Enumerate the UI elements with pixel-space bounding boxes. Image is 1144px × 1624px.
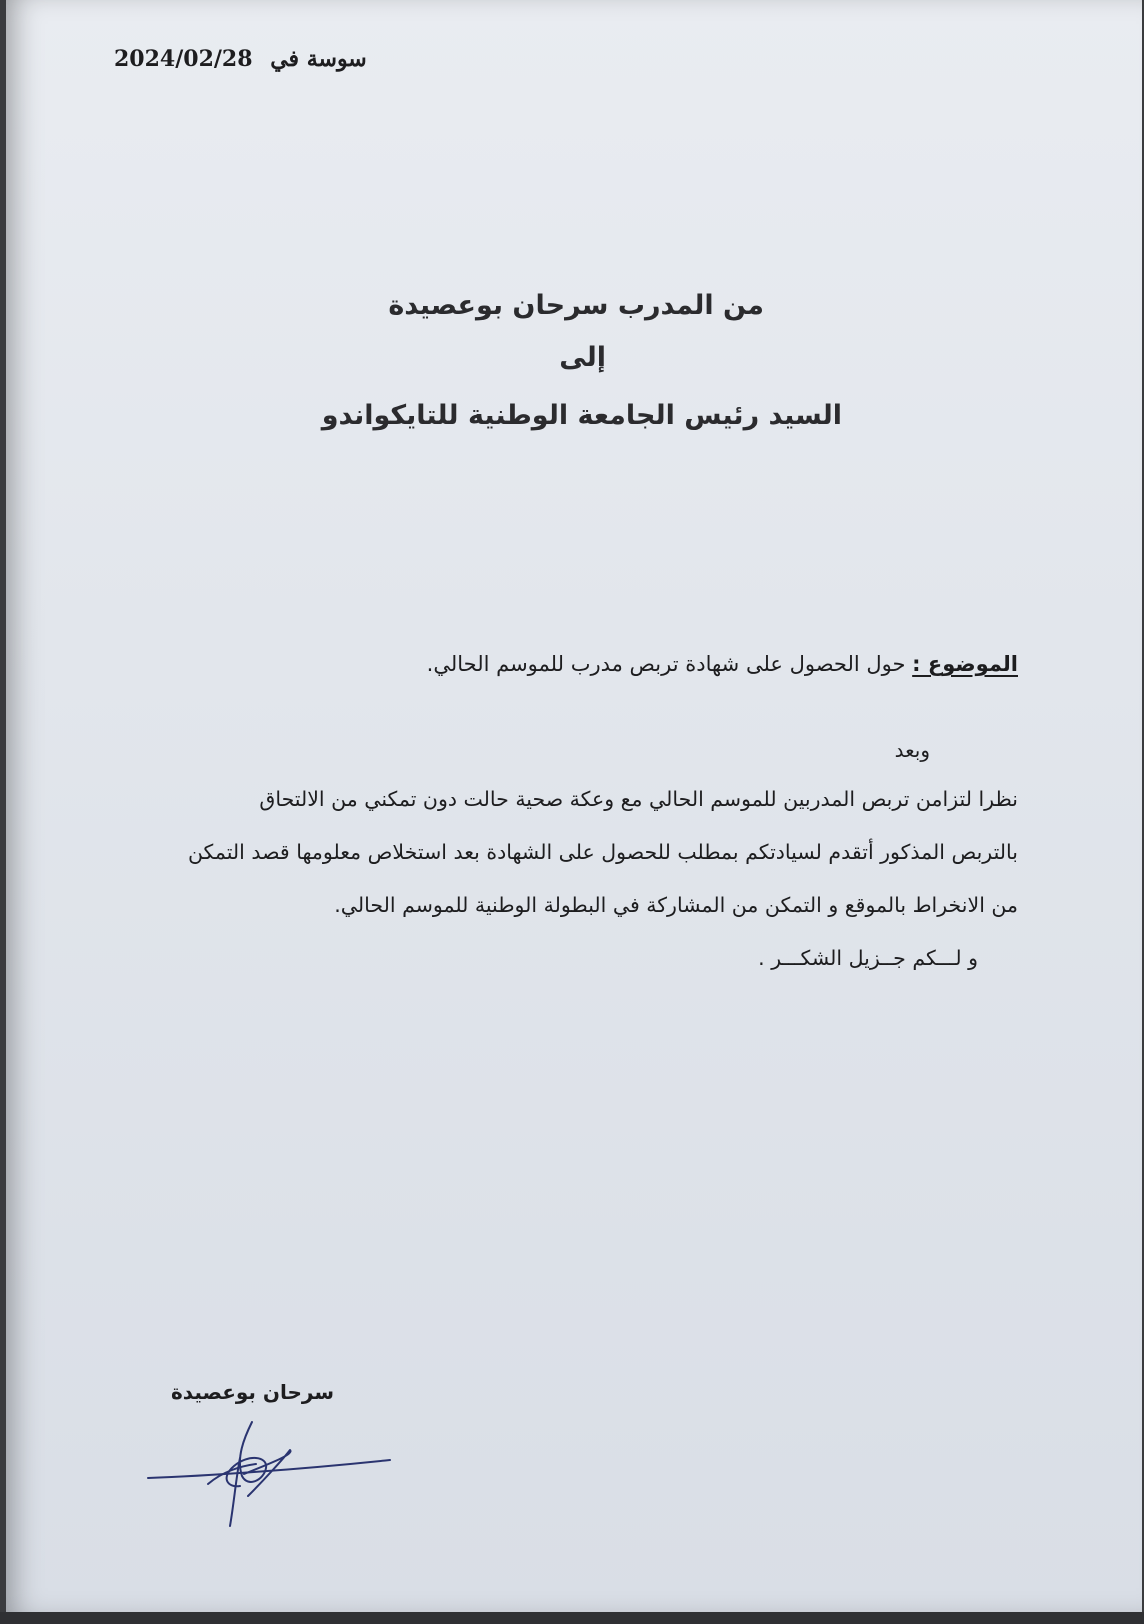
subject-text: حول الحصول على شهادة تربص مدرب للموسم الحالي. xyxy=(426,652,906,676)
body-line-2: بالتربص المذكور أتقدم لسيادتكم بمطلب للحصول على الشهادة بعد استخلاص معلومها قصد التمكن xyxy=(187,840,1018,864)
date: 2024/02/28 xyxy=(114,46,253,72)
recipient-line: السيد رئيس الجامعة الوطنية للتايكواندو xyxy=(321,400,842,431)
handwritten-signature xyxy=(144,1418,394,1528)
closing-line: و لـــكم جــزيل الشكـــر . xyxy=(758,946,978,970)
subject-line xyxy=(427,652,1018,676)
letter-page xyxy=(6,0,1142,1612)
sender-line: من المدرب سرحان بوعصيدة xyxy=(388,290,764,321)
subject-label: الموضوع : xyxy=(912,652,1018,676)
place: سوسة في xyxy=(270,46,367,72)
greeting: وبعد xyxy=(894,738,930,762)
scan-edge xyxy=(0,1612,1144,1624)
signer-name: سرحان بوعصيدة xyxy=(170,1380,334,1404)
to-line: إلى xyxy=(559,342,606,373)
body-line-1: نظرا لتزامن تربص المدربين للموسم الحالي مع وعكة صحية حالت دون تمكني من الالتحاق xyxy=(259,787,1018,811)
date-line xyxy=(114,46,367,72)
body-line-3: من الانخراط بالموقع و التمكن من المشاركة في البطولة الوطنية للموسم الحالي. xyxy=(334,893,1018,917)
